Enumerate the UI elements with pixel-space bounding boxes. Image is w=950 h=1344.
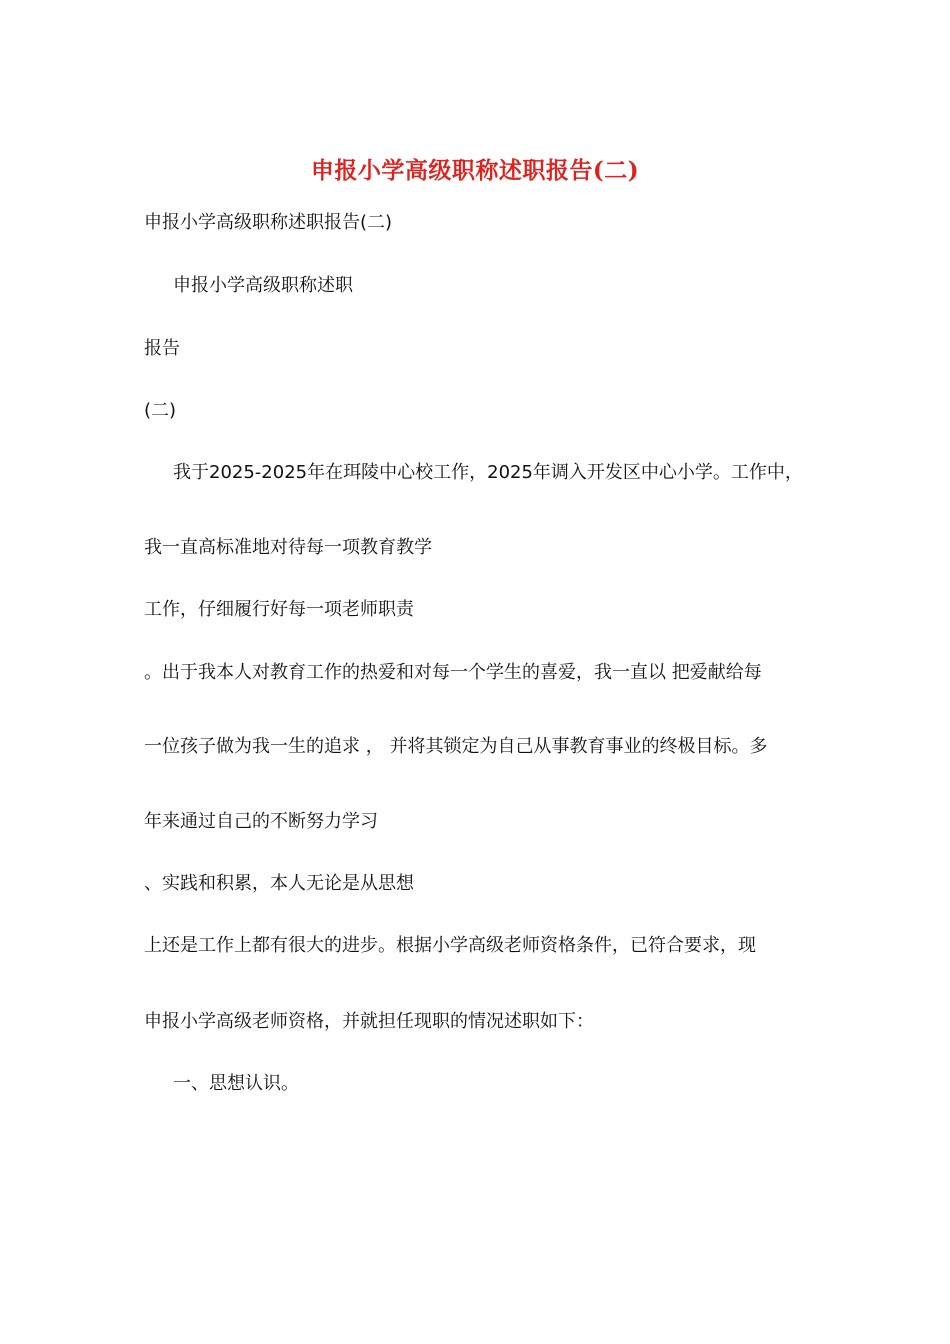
section-heading: 一、思想认识。 bbox=[173, 1073, 299, 1094]
paragraph-line: 我于2025-2025年在珥陵中心校工作，2025年调入开发区中心小学。工作中， bbox=[173, 462, 803, 483]
paragraph-line: 申报小学高级老师资格，并就担任现职的情况述职如下： bbox=[144, 1011, 594, 1032]
paragraph-line: (二) bbox=[144, 400, 177, 421]
paragraph-line: 。出于我本人对教育工作的热爱和对每一个学生的喜爱，我一直以 把爱献给每 bbox=[144, 662, 762, 683]
paragraph-line: 我一直高标准地对待每一项教育教学 bbox=[144, 537, 432, 558]
paragraph-line: 申报小学高级职称述职 bbox=[173, 275, 353, 296]
paragraph-line: 、实践和积累，本人无论是从思想 bbox=[144, 873, 414, 894]
paragraph-line: 工作，仔细履行好每一项老师职责 bbox=[144, 599, 414, 620]
document-title: 申报小学高级职称述职报告(二) bbox=[310, 157, 640, 184]
subtitle-line: 申报小学高级职称述职报告(二) bbox=[144, 212, 393, 233]
paragraph-line: 报告 bbox=[144, 338, 180, 359]
paragraph-line: 年来通过自己的不断努力学习 bbox=[144, 811, 378, 832]
paragraph-line: 上还是工作上都有很大的进步。根据小学高级老师资格条件，已符合要求，现 bbox=[144, 935, 756, 956]
paragraph-line: 一位孩子做为我一生的追求 ， 并将其锁定为自己从事教育事业的终极目标。多 bbox=[144, 736, 768, 757]
